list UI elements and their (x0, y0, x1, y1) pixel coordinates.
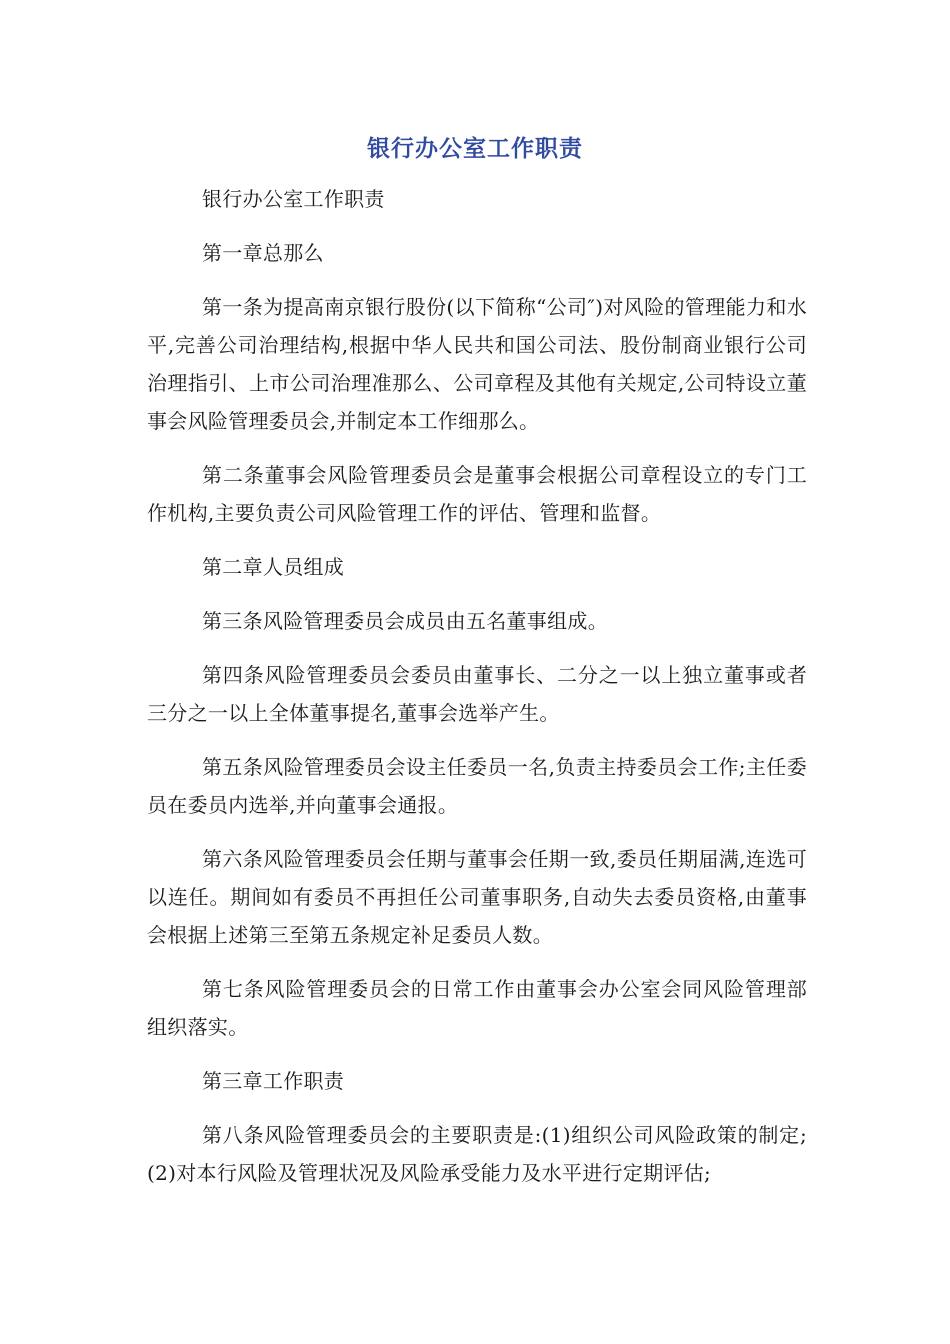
paragraph-article-7: 第七条风险管理委员会的日常工作由董事会办公室会同风险管理部组织落实。 (147, 977, 807, 1039)
paragraph-chapter-2: 第二章人员组成 (202, 555, 345, 579)
document-title: 银行办公室工作职责 (367, 136, 583, 162)
paragraph-chapter-3: 第三章工作职责 (202, 1069, 345, 1093)
document-body (147, 180, 807, 1208)
paragraph-article-5: 第五条风险管理委员会设主任委员一名,负责主持委员会工作;主任委员在委员内选举,并向董事会通报。 (147, 755, 807, 817)
paragraph-article-2: 第二条董事会风险管理委员会是董事会根据公司章程设立的专门工作机构,主要负责公司风险管理工作的评估、管理和监督。 (147, 463, 807, 525)
paragraph-article-6: 第六条风险管理委员会任期与董事会任期一致,委员任期届满,连选可以连任。期间如有委员不再担任公司董事职务,自动失去委员资格,由董事会根据上述第三至第五条规定补足委员人数。 (147, 847, 807, 947)
paragraph-chapter-1: 第一章总那么 (202, 241, 324, 265)
paragraph-article-4: 第四条风险管理委员会委员由董事长、二分之一以上独立董事或者三分之一以上全体董事提名,董事会选举产生。 (147, 663, 807, 725)
paragraph-article-3: 第三条风险管理委员会成员由五名董事组成。 (202, 609, 608, 633)
paragraph-doc-heading: 银行办公室工作职责 (202, 187, 385, 211)
paragraph-article-8: 第八条风险管理委员会的主要职责是:(1)组织公司风险政策的制定;(2)对本行风险及管理状况及风险承受能力及水平进行定期评估; (147, 1123, 807, 1185)
paragraph-article-1: 第一条为提高南京银行股份(以下简称“公司″)对风险的管理能力和水平,完善公司治理结构,根据中华人民共和国公司法、股份制商业银行公司治理指引、上市公司治理准那么、公司章程及其他有关规定,公司特设立董事会风险管理委员会,并制定本工作细那么。 (147, 295, 807, 433)
